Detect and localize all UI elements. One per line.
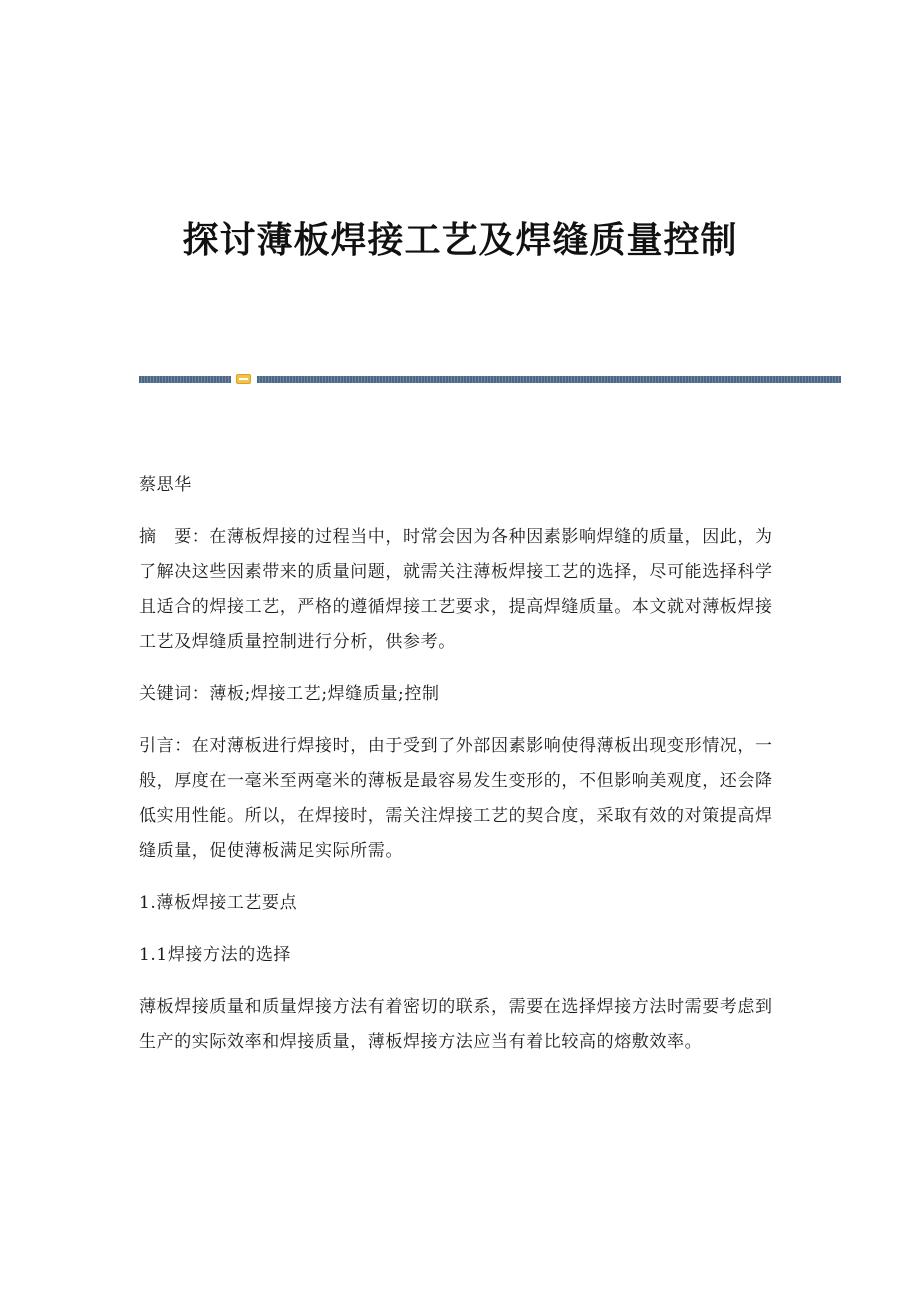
divider-emblem-icon	[236, 374, 251, 384]
divider-bar-right	[257, 376, 841, 383]
section-heading: 1.薄板焊接工艺要点	[139, 893, 298, 913]
subsection-heading: 1.1焊接方法的选择	[139, 945, 292, 965]
keywords-line: 关键词：薄板;焊接工艺;焊缝质量;控制	[139, 684, 440, 704]
title-divider	[139, 374, 841, 384]
document-title: 探讨薄板焊接工艺及焊缝质量控制	[182, 220, 738, 261]
abstract-paragraph: 摘 要：在薄板焊接的过程当中，时常会因为各种因素影响焊缝的质量，因此，为了解决这些因素带来的质量问题，就需关注薄板焊接工艺的选择，尽可能选择科学且适合的焊接工艺，严格的遵循焊接工艺要求，提高焊缝质量。本文就对薄板焊接工艺及焊缝质量控制进行分析，供参考。	[139, 527, 773, 652]
divider-bar-left	[139, 376, 231, 383]
body-paragraph: 薄板焊接质量和质量焊接方法有着密切的联系，需要在选择焊接方法时需要考虑到生产的实际效率和焊接质量，薄板焊接方法应当有着比较高的熔敷效率。	[139, 997, 773, 1052]
author-name: 蔡思华	[139, 475, 192, 495]
introduction-paragraph: 引言：在对薄板进行焊接时，由于受到了外部因素影响使得薄板出现变形情况，一般，厚度在一毫米至两毫米的薄板是最容易发生变形的，不但影响美观度，还会降低实用性能。所以，在焊接时，需关注焊接工艺的契合度，采取有效的对策提高焊缝质量，促使薄板满足实际所需。	[139, 736, 773, 861]
document-body	[139, 468, 789, 1077]
